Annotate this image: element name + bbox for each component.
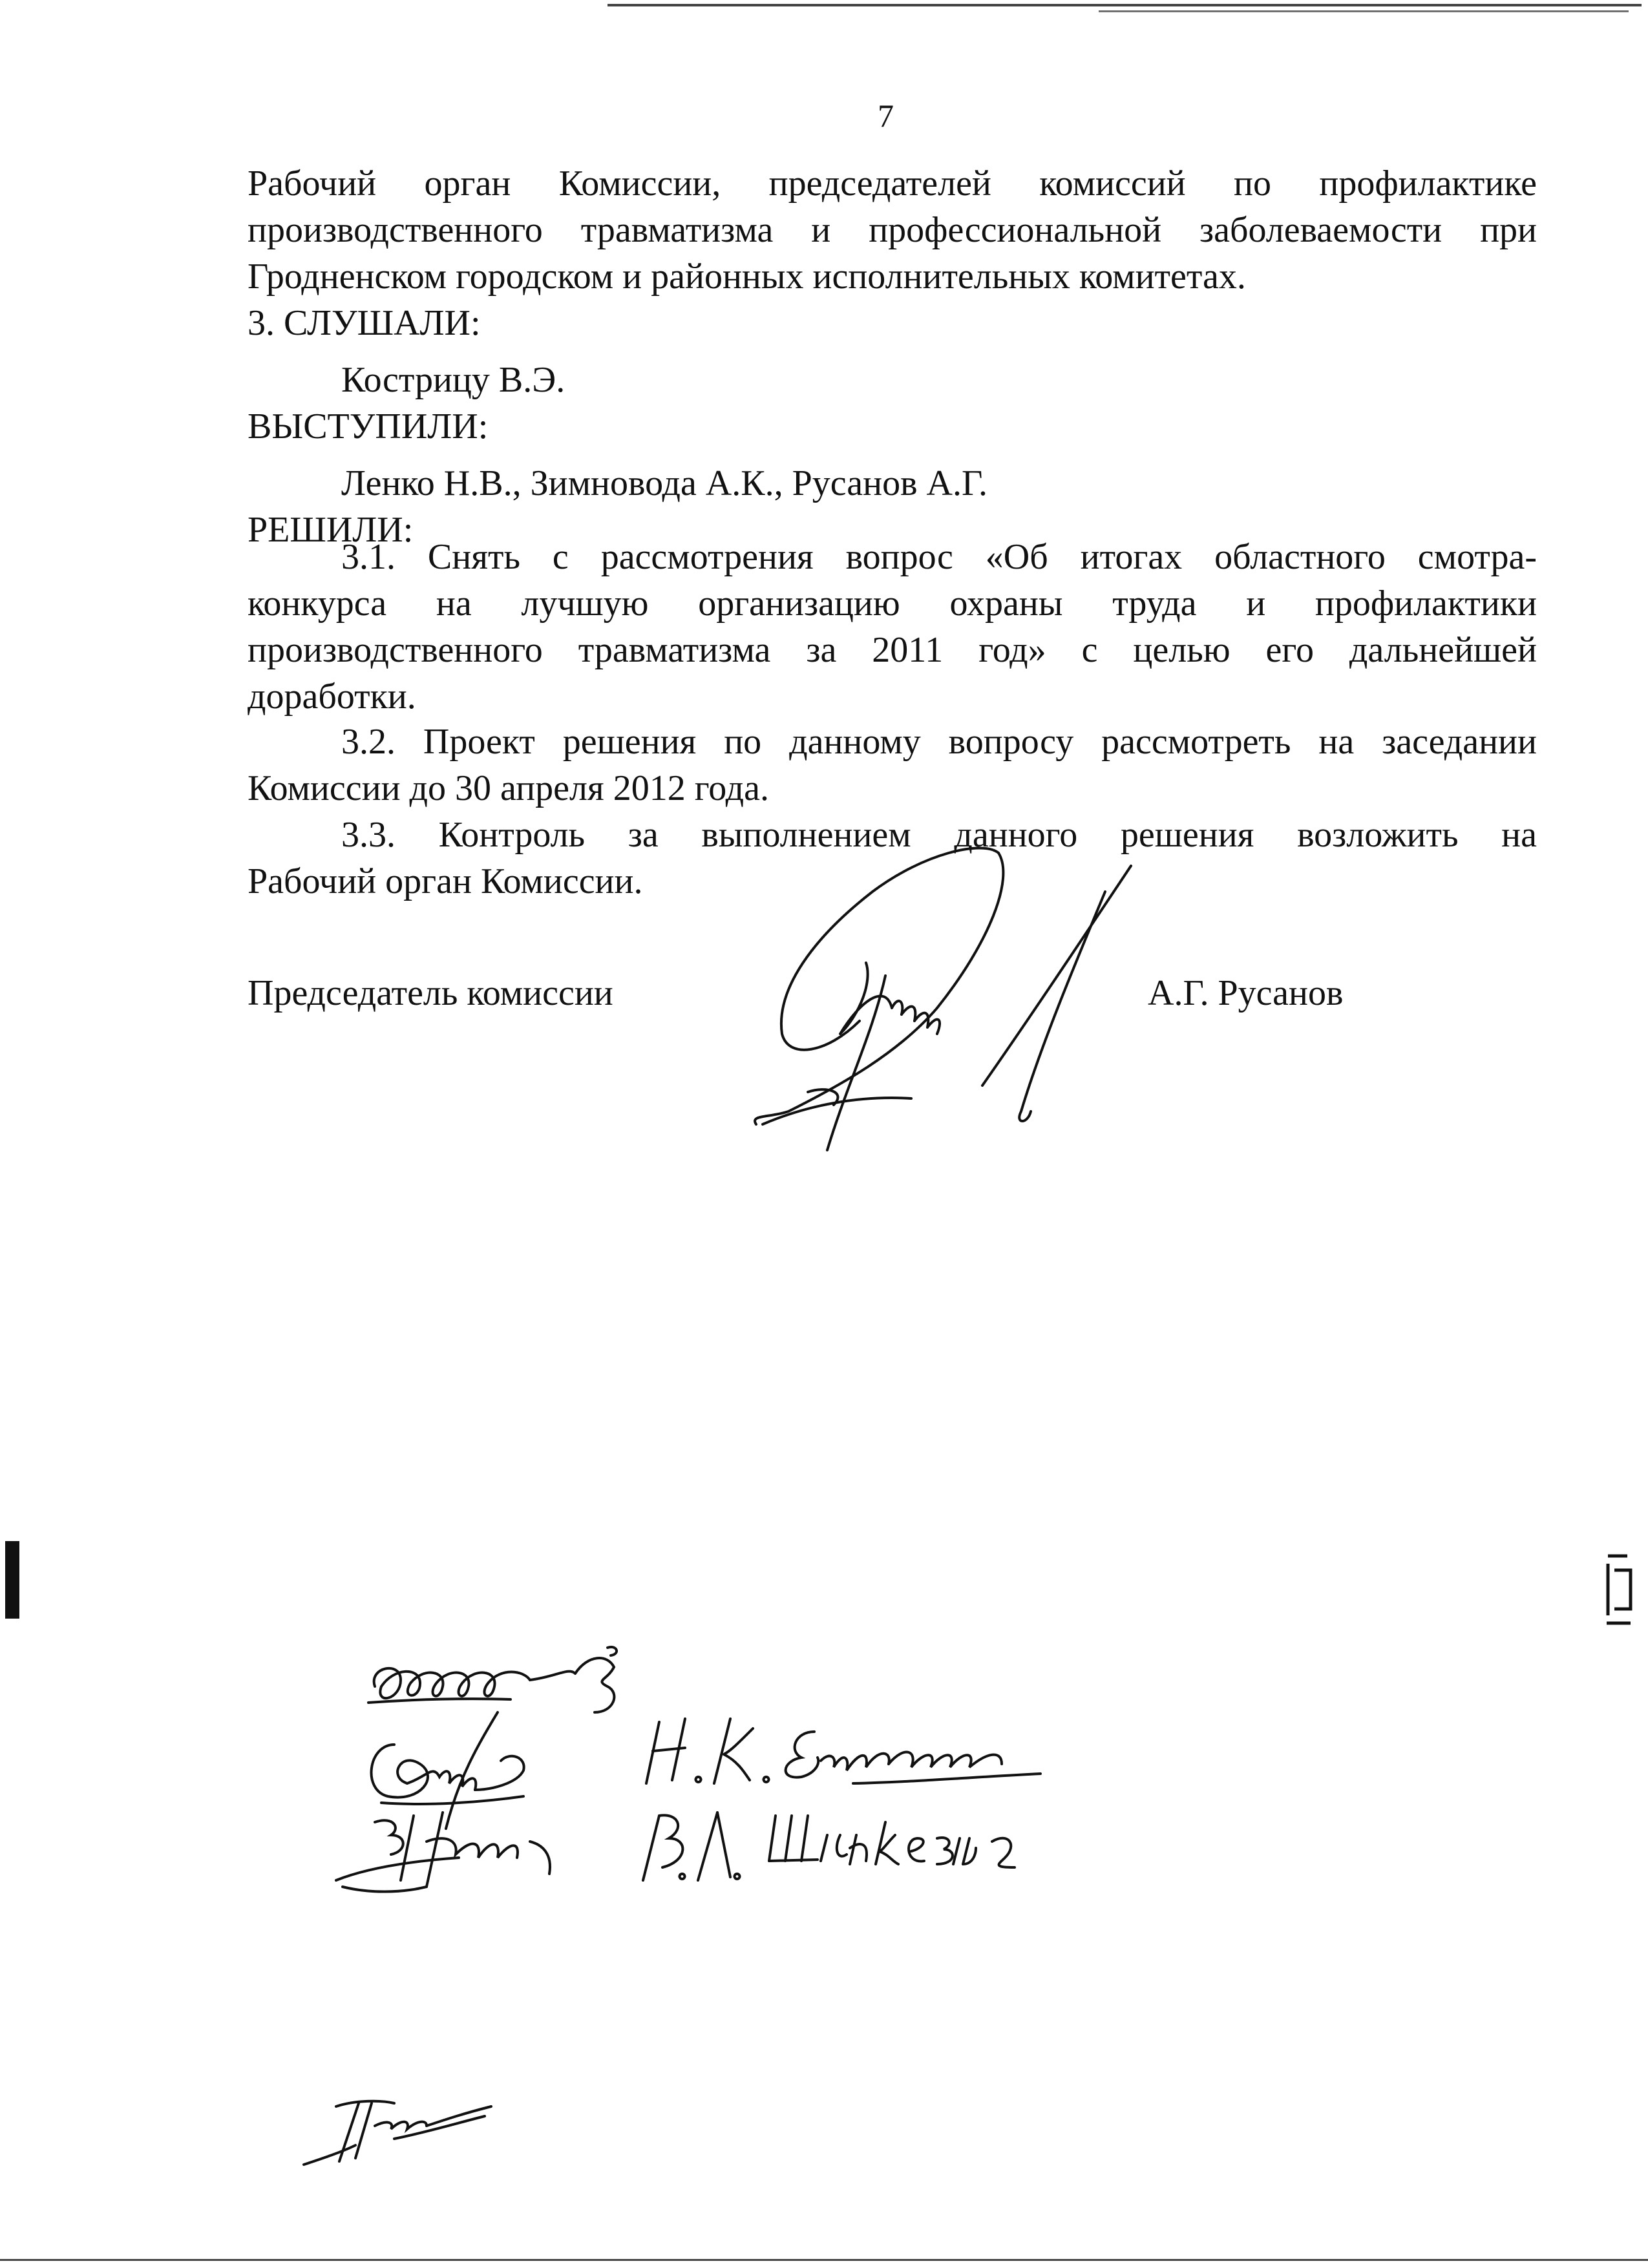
- decision-item-3-1: [248, 534, 1537, 720]
- text-line: производственного травматизма за 2011 год» с целью его дальнейшей: [248, 630, 1537, 670]
- member-name-1-handwriting-icon: [640, 1712, 1053, 1796]
- page-number: 7: [878, 98, 894, 134]
- text-line: 3.1. Снять с рассмотрения вопрос «Об итогах областного смотра-: [341, 537, 1537, 577]
- text-line: Рабочий орган Комиссии.: [248, 861, 643, 901]
- decision-item-3-2: [248, 719, 1537, 812]
- secretary-signature-icon: [297, 2081, 504, 2171]
- scan-bracket: [5, 1541, 19, 1619]
- continuation-paragraph: [248, 160, 1537, 300]
- heard-person: Кострицу В.Э.: [341, 360, 565, 400]
- text-line: доработки.: [248, 677, 416, 717]
- scan-bottom-edge: [0, 2259, 1648, 2261]
- text-line: Рабочий орган Комиссии, председателей комиссий по профилактике: [248, 163, 1537, 204]
- section-3: [248, 300, 1537, 553]
- heard-label: 3. СЛУШАЛИ:: [248, 303, 481, 343]
- binding-mark-icon: [1601, 1551, 1634, 1628]
- scan-edge-line: [607, 4, 1642, 6]
- text-line: 3.3. Контроль за выполнением данного решения возложить на: [341, 815, 1537, 855]
- text-line: производственного травматизма и профессиональной заболеваемости при: [248, 210, 1537, 250]
- text-line: Комиссии до 30 апреля 2012 года.: [248, 768, 769, 808]
- chairman-signature-icon: [679, 840, 1170, 1163]
- member-signature-3-icon: [330, 1803, 582, 1900]
- chairman-role: Председатель комиссии: [248, 973, 613, 1013]
- spoke-persons: Ленко Н.В., Зимновода А.К., Русанов А.Г.: [341, 463, 988, 503]
- scan-edge-line: [1099, 10, 1629, 12]
- text-line: конкурса на лучшую организацию охраны труда и профилактики: [248, 583, 1537, 624]
- text-line: 3.2. Проект решения по данному вопросу рассмотреть на заседании: [341, 722, 1537, 762]
- decided-label: РЕШИЛИ:: [248, 510, 414, 550]
- text-line: Гродненском городском и районных исполнительных комитетах.: [248, 257, 1246, 297]
- chairman-name: А.Г. Русанов: [1148, 973, 1344, 1013]
- spoke-label: ВЫСТУПИЛИ:: [248, 406, 489, 446]
- member-name-2-handwriting-icon: [633, 1803, 1021, 1893]
